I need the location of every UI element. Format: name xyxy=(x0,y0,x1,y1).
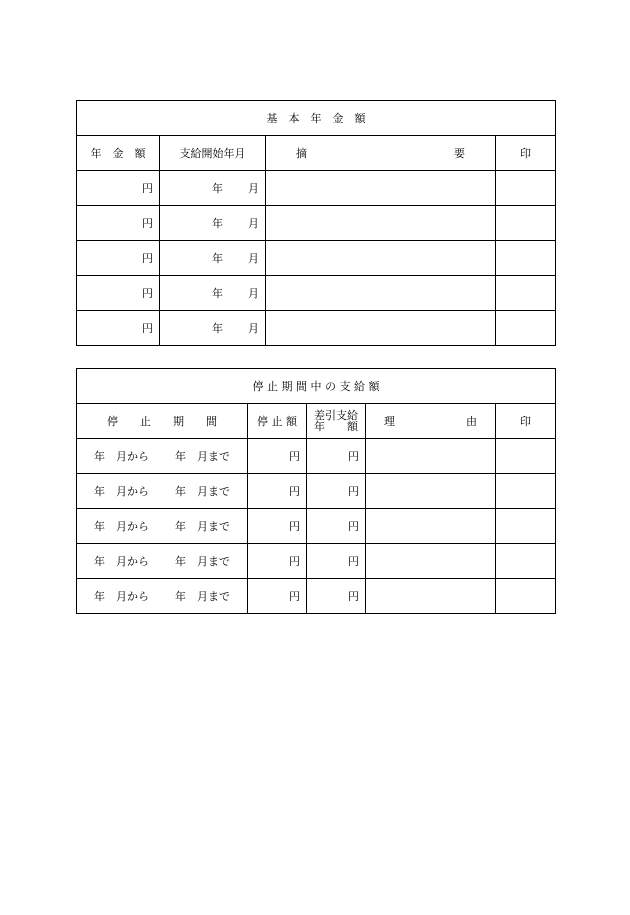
year-label: 年 xyxy=(212,182,223,195)
period-to: 年 月まで xyxy=(175,590,230,603)
summary-cell[interactable] xyxy=(266,311,496,346)
header-stop-amount: 停 止 額 xyxy=(248,404,307,439)
period-to: 年 月まで xyxy=(175,555,230,568)
summary-left: 摘 xyxy=(296,147,307,160)
start-cell[interactable] xyxy=(160,241,266,276)
stop-amount-cell[interactable]: 円 xyxy=(248,579,307,614)
start-cell[interactable] xyxy=(160,171,266,206)
reason-cell[interactable] xyxy=(366,544,496,579)
table-row xyxy=(77,579,556,614)
reason-cell[interactable] xyxy=(366,509,496,544)
period-cell[interactable] xyxy=(77,509,248,544)
amount-cell[interactable]: 円 xyxy=(77,241,160,276)
seal-cell[interactable] xyxy=(496,579,556,614)
basic-table-title: 基 本 年 金 額 xyxy=(77,101,556,136)
table-row xyxy=(77,509,556,544)
diff-amount-cell[interactable]: 円 xyxy=(307,439,366,474)
header-seal: 印 xyxy=(496,136,556,171)
header-diff-amount xyxy=(307,404,366,439)
month-label: 月 xyxy=(248,322,259,335)
start-cell[interactable] xyxy=(160,311,266,346)
period-cell[interactable] xyxy=(77,439,248,474)
seal-cell[interactable] xyxy=(496,509,556,544)
amount-cell[interactable]: 円 xyxy=(77,276,160,311)
summary-cell[interactable] xyxy=(266,276,496,311)
stop-amount-cell[interactable]: 円 xyxy=(248,509,307,544)
suspension-payment-table xyxy=(76,368,556,614)
reason-cell[interactable] xyxy=(366,439,496,474)
table-row xyxy=(77,206,556,241)
stop-amount-cell[interactable]: 円 xyxy=(248,474,307,509)
month-label: 月 xyxy=(248,287,259,300)
seal-cell[interactable] xyxy=(496,241,556,276)
amount-cell[interactable]: 円 xyxy=(77,311,160,346)
header-reason xyxy=(366,404,496,439)
header-amount: 年 金 額 xyxy=(77,136,160,171)
table-row xyxy=(77,544,556,579)
header-seal: 印 xyxy=(496,404,556,439)
period-from: 年 月から xyxy=(94,520,149,533)
year-label: 年 xyxy=(212,287,223,300)
reason-cell[interactable] xyxy=(366,579,496,614)
period-cell[interactable] xyxy=(77,544,248,579)
stop-amount-cell[interactable]: 円 xyxy=(248,439,307,474)
reason-left: 理 xyxy=(384,415,395,428)
table-row xyxy=(77,171,556,206)
period-from: 年 月から xyxy=(94,450,149,463)
seal-cell[interactable] xyxy=(496,474,556,509)
period-from: 年 月から xyxy=(94,555,149,568)
summary-right: 要 xyxy=(454,147,465,160)
start-cell[interactable] xyxy=(160,276,266,311)
year-label: 年 xyxy=(212,252,223,265)
diff-amount-cell[interactable]: 円 xyxy=(307,544,366,579)
table-row xyxy=(77,474,556,509)
amount-cell[interactable]: 円 xyxy=(77,171,160,206)
year-label: 年 xyxy=(212,217,223,230)
stop-amount-cell[interactable]: 円 xyxy=(248,544,307,579)
reason-cell[interactable] xyxy=(366,474,496,509)
summary-cell[interactable] xyxy=(266,241,496,276)
seal-cell[interactable] xyxy=(496,439,556,474)
diff-line2: 年 額 xyxy=(314,420,358,433)
header-period: 停 止 期 間 xyxy=(77,404,248,439)
table-row xyxy=(77,241,556,276)
period-from: 年 月から xyxy=(94,485,149,498)
month-label: 月 xyxy=(248,252,259,265)
seal-cell[interactable] xyxy=(496,311,556,346)
month-label: 月 xyxy=(248,217,259,230)
amount-cell[interactable]: 円 xyxy=(77,206,160,241)
month-label: 月 xyxy=(248,182,259,195)
diff-amount-cell[interactable]: 円 xyxy=(307,509,366,544)
period-to: 年 月まで xyxy=(175,485,230,498)
suspension-table-title: 停 止 期 間 中 の 支 給 額 xyxy=(77,369,556,404)
period-cell[interactable] xyxy=(77,579,248,614)
summary-cell[interactable] xyxy=(266,206,496,241)
diff-amount-cell[interactable]: 円 xyxy=(307,474,366,509)
start-cell[interactable] xyxy=(160,206,266,241)
period-cell[interactable] xyxy=(77,474,248,509)
seal-cell[interactable] xyxy=(496,276,556,311)
table-row xyxy=(77,276,556,311)
period-to: 年 月まで xyxy=(175,450,230,463)
summary-cell[interactable] xyxy=(266,171,496,206)
seal-cell[interactable] xyxy=(496,171,556,206)
diff-amount-cell[interactable]: 円 xyxy=(307,579,366,614)
basic-pension-table xyxy=(76,100,556,346)
seal-cell[interactable] xyxy=(496,206,556,241)
header-summary xyxy=(266,136,496,171)
table-row xyxy=(77,439,556,474)
period-to: 年 月まで xyxy=(175,520,230,533)
period-from: 年 月から xyxy=(94,590,149,603)
reason-right: 由 xyxy=(466,415,477,428)
header-start: 支給開始年月 xyxy=(160,136,266,171)
year-label: 年 xyxy=(212,322,223,335)
seal-cell[interactable] xyxy=(496,544,556,579)
diff-line1: 差引支給 xyxy=(314,409,358,422)
table-row xyxy=(77,311,556,346)
